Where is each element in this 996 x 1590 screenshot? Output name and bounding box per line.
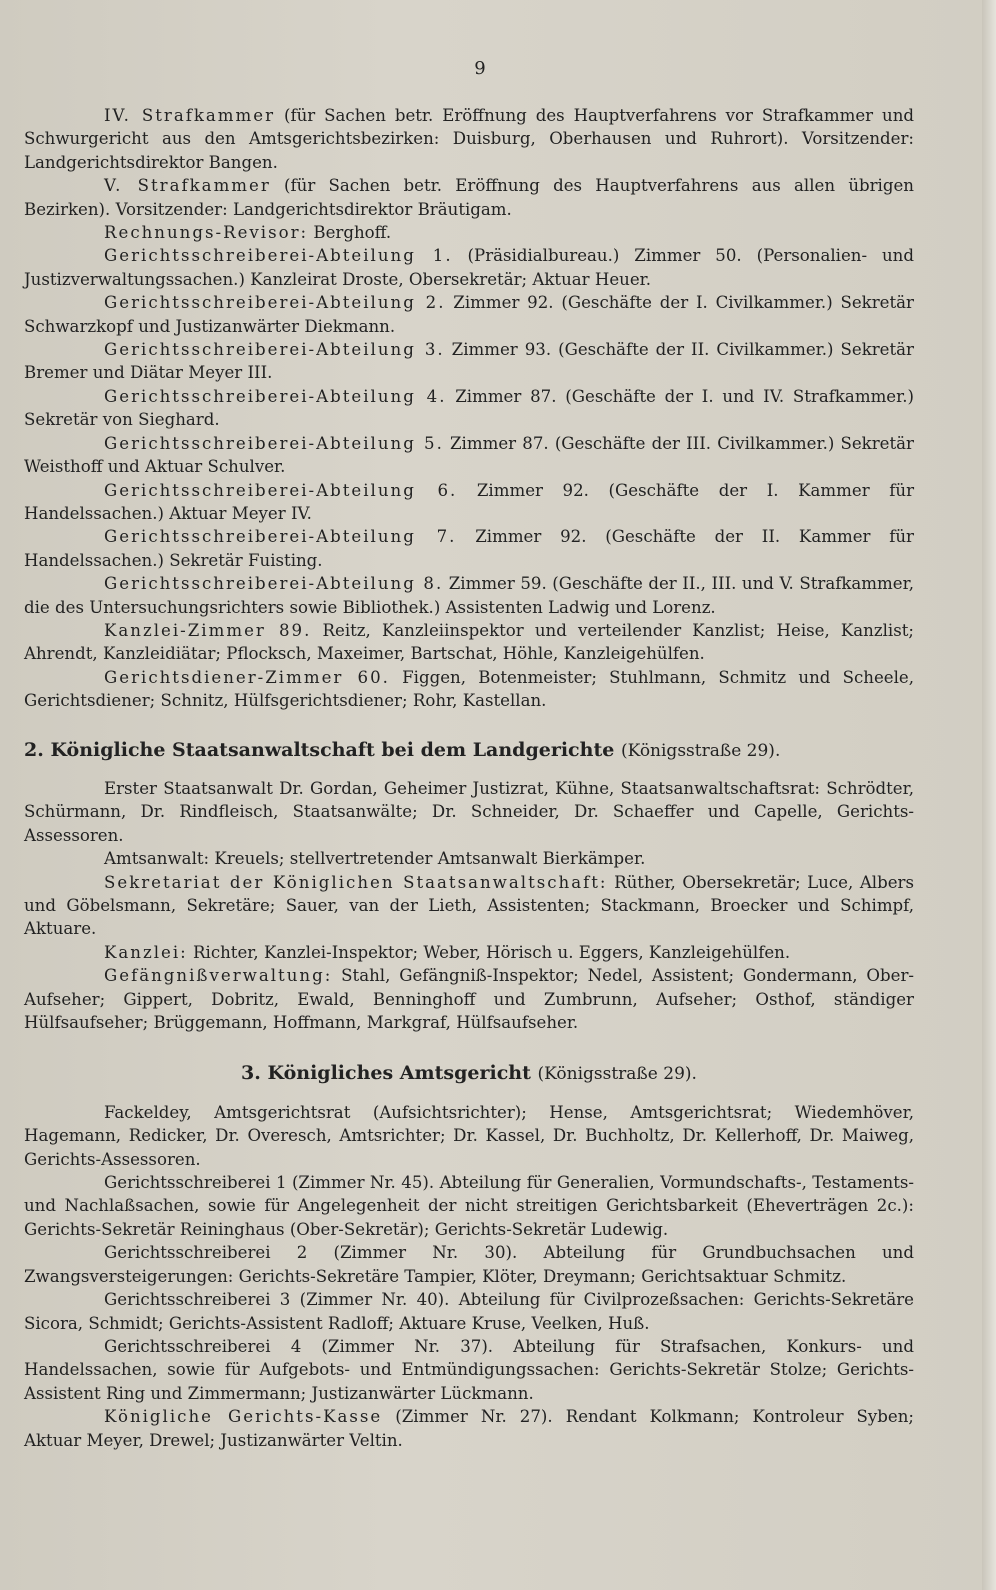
entry-lead: Sekretariat der Königlichen Staatsanwaltschaft: xyxy=(104,872,608,892)
entry-paragraph xyxy=(24,964,914,1034)
landgericht-staff-list xyxy=(24,104,914,713)
entry-lead: Gefängnißverwaltung: xyxy=(104,966,333,986)
entry-lead: Gerichtsschreiberei-Abteilung 5. xyxy=(104,433,444,453)
entry-text: Zimmer 59. (Geschäfte der II., III. und V. Strafkammer, die des Untersuchungsrichters sowie Bibliothek.) Assistenten Ladwig und Lorenz. xyxy=(24,574,914,617)
entry-text: (für Sachen betr. Eröffnung des Hauptverfahrens vor Strafkammer und Schwurgericht aus den Amtsgerichtsbezirken: Duisburg, Oberhausen und Ruhrort). Vorsitzender: Landgerichtsdirektor Bangen. xyxy=(24,106,915,172)
entry-text: Rüther, Obersekretär; Luce, Albers und Göbelsmann, Sekretäre; Sauer, van der Lieth, Assistenten; Stackmann, Broecker und Schimpf, Aktuare. xyxy=(24,872,914,939)
entry-paragraph xyxy=(24,572,914,619)
entry-text: Zimmer 92. (Geschäfte der I. Civilkammer.) Sekretär Schwarzkopf und Justizanwärter Diekmann. xyxy=(24,293,914,336)
entry-paragraph xyxy=(24,385,914,432)
page-number: 9 xyxy=(474,58,486,79)
entry-paragraph xyxy=(24,104,914,174)
entry-text: Amtsanwalt: Kreuels; stellvertretender Amtsanwalt Bierkämper. xyxy=(104,849,646,869)
entry-paragraph xyxy=(24,525,914,572)
entry-text: Gerichtsschreiberei 1 (Zimmer Nr. 45). Abteilung für Generalien, Vormundschafts-, Testaments- und Nachlaßsachen, sowie für Angelegenheit der nicht streitigen Gerichtsbarkeit (Eheverträgen 2c.): Gerichts-Sekretär Reininghaus (Ober-Sekretär); Gerichts-Sekretär Ludewig. xyxy=(24,1173,914,1239)
entry-lead: Kanzlei: xyxy=(104,942,188,962)
entry-paragraph xyxy=(24,619,914,666)
entry-text: Gerichtsschreiberei 3 (Zimmer Nr. 40). Abteilung für Civilprozeßsachen: Gerichts-Sekretäre Sicora, Schmidt; Gerichts-Assistent Radloff; Aktuare Kruse, Veelken, Huß. xyxy=(24,1290,914,1333)
entry-text: Erster Staatsanwalt Dr. Gordan, Geheimer Justizrat, Kühne, Staatsanwaltschaftsrat: Schrödter, Schürmann, Dr. Rindfleisch, Staatsanwälte; Dr. Schneider, Dr. Schaeffer und Capelle, Gerichts-Assessoren. xyxy=(24,778,914,845)
page-edge xyxy=(982,0,996,1590)
entry-text: Gerichtsschreiberei 4 (Zimmer Nr. 37). Abteilung für Strafsachen, Konkurs- und Handelssachen, sowie für Aufgebots- und Entmündigungssachen: Gerichts-Sekretär Stolze; Gerichts-Assistent Ring und Zimmermann; Justizanwärter Lückmann. xyxy=(24,1336,914,1403)
entry-paragraph xyxy=(24,432,914,479)
page-content xyxy=(24,104,914,1452)
entry-lead: Gerichtsschreiberei-Abteilung 2. xyxy=(104,293,446,313)
entry-paragraph xyxy=(24,479,914,526)
staatsanwaltschaft-staff-list xyxy=(24,777,914,1034)
entry-paragraph xyxy=(24,1241,914,1288)
entry-lead: Gerichtsdiener-Zimmer 60. xyxy=(104,667,390,687)
entry-text: Stahl, Gefängniß-Inspektor; Nedel, Assistent; Gondermann, Ober-Aufseher; Gippert, Dobritz, Ewald, Benninghoff und Zumbrunn, Aufseher; Osthof, ständiger Hülfsaufseher; Brüggemann, Hoffmann, Markgraf, Hülfsaufseher. xyxy=(24,966,914,1033)
entry-text: (für Sachen betr. Eröffnung des Hauptverfahrens aus allen übrigen Bezirken). Vorsitzender: Landgerichtsdirektor Bräutigam. xyxy=(24,176,914,219)
entry-paragraph xyxy=(24,941,914,964)
entry-paragraph xyxy=(24,847,914,870)
entry-lead: Gerichtsschreiberei-Abteilung 7. xyxy=(104,527,457,547)
entry-text: Zimmer 93. (Geschäfte der II. Civilkammer.) Sekretär Bremer und Diätar Meyer III. xyxy=(24,340,914,383)
entry-lead: Gerichtsschreiberei-Abteilung 6. xyxy=(104,480,458,500)
entry-text: Zimmer 92. (Geschäfte der I. Kammer für Handelssachen.) Aktuar Meyer IV. xyxy=(24,480,914,523)
entry-text: Fackeldey, Amtsgerichtsrat (Aufsichtsrichter); Hense, Amtsgerichtsrat; Wiedemhöver, Hagemann, Redicker, Dr. Overesch, Amtsrichter; Dr. Kassel, Dr. Buchholtz, Dr. Kellerhoff, Dr. Maiweg, Gerichts-Assessoren. xyxy=(24,1102,914,1169)
entry-paragraph xyxy=(24,1288,914,1335)
entry-text: Zimmer 92. (Geschäfte der II. Kammer für Handelssachen.) Sekretär Fuisting. xyxy=(24,527,914,570)
entry-text: Figgen, Botenmeister; Stuhlmann, Schmitz und Scheele, Gerichtsdiener; Schnitz, Hülfsgerichtsdiener; Rohr, Kastellan. xyxy=(24,667,914,711)
section-location: (Königsstraße 29). xyxy=(537,1064,697,1085)
entry-text: Gerichtsschreiberei 2 (Zimmer Nr. 30). Abteilung für Grundbuchsachen und Zwangsversteigerungen: Gerichts-Sekretäre Tampier, Klöter, Dreymann; Gerichtsaktuar Schmitz. xyxy=(24,1243,914,1286)
section-title: 3. Königliches Amtsgericht xyxy=(241,1062,531,1085)
entry-lead: IV. Strafkammer xyxy=(104,106,276,125)
entry-lead: Kanzlei-Zimmer 89. xyxy=(104,620,312,640)
entry-paragraph xyxy=(24,174,914,221)
entry-paragraph xyxy=(24,291,914,338)
entry-paragraph xyxy=(24,221,914,244)
entry-paragraph xyxy=(24,871,914,941)
entry-paragraph xyxy=(24,338,914,385)
entry-lead: Gerichtsschreiberei-Abteilung 4. xyxy=(104,386,447,406)
section-title: 2. Königliche Staatsanwaltschaft bei dem Landgerichte xyxy=(24,738,615,761)
entry-paragraph xyxy=(24,666,914,713)
entry-lead: Gerichtsschreiberei-Abteilung 1. xyxy=(104,246,453,266)
entry-text: Zimmer 87. (Geschäfte der III. Civilkammer.) Sekretär Weisthoff und Aktuar Schulver. xyxy=(24,433,914,477)
entry-lead: V. Strafkammer xyxy=(104,176,271,196)
entry-paragraph xyxy=(24,1101,914,1171)
section-heading-staatsanwaltschaft xyxy=(24,739,914,763)
entry-paragraph xyxy=(24,1405,914,1452)
entry-text: (Zimmer Nr. 27). Rendant Kolkmann; Kontroleur Syben; Aktuar Meyer, Drewel; Justizanwärter Veltin. xyxy=(24,1407,914,1450)
section-location: (Königsstraße 29). xyxy=(620,740,781,761)
entry-paragraph xyxy=(24,1335,914,1405)
entry-lead: Gerichtsschreiberei-Abteilung 8. xyxy=(104,574,444,594)
entry-text: Richter, Kanzlei-Inspektor; Weber, Hörisch u. Eggers, Kanzleigehülfen. xyxy=(187,942,791,962)
entry-lead: Rechnungs-Revisor: xyxy=(104,223,309,243)
entry-text: Reitz, Kanzleiinspektor und verteilender Kanzlist; Heise, Kanzlist; Ahrendt, Kanzleidiätar; Pflocksch, Maxeimer, Bartschat, Höhle, Kanzleigehülfen. xyxy=(24,620,914,664)
amtsgericht-staff-list xyxy=(24,1101,914,1452)
entry-paragraph xyxy=(24,244,914,291)
section-heading-amtsgericht xyxy=(24,1062,914,1086)
entry-paragraph xyxy=(24,777,914,847)
entry-lead: Gerichtsschreiberei-Abteilung 3. xyxy=(104,340,445,360)
entry-paragraph xyxy=(24,1171,914,1241)
entry-text: Berghoff. xyxy=(308,223,392,243)
entry-text: Zimmer 87. (Geschäfte der I. und IV. Strafkammer.) Sekretär von Sieghard. xyxy=(24,386,914,430)
entry-lead: Königliche Gerichts-Kasse xyxy=(104,1407,383,1427)
entry-text: (Präsidialbureau.) Zimmer 50. (Personalien- und Justizverwaltungssachen.) Kanzleirat Droste, Obersekretär; Aktuar Heuer. xyxy=(24,246,914,289)
